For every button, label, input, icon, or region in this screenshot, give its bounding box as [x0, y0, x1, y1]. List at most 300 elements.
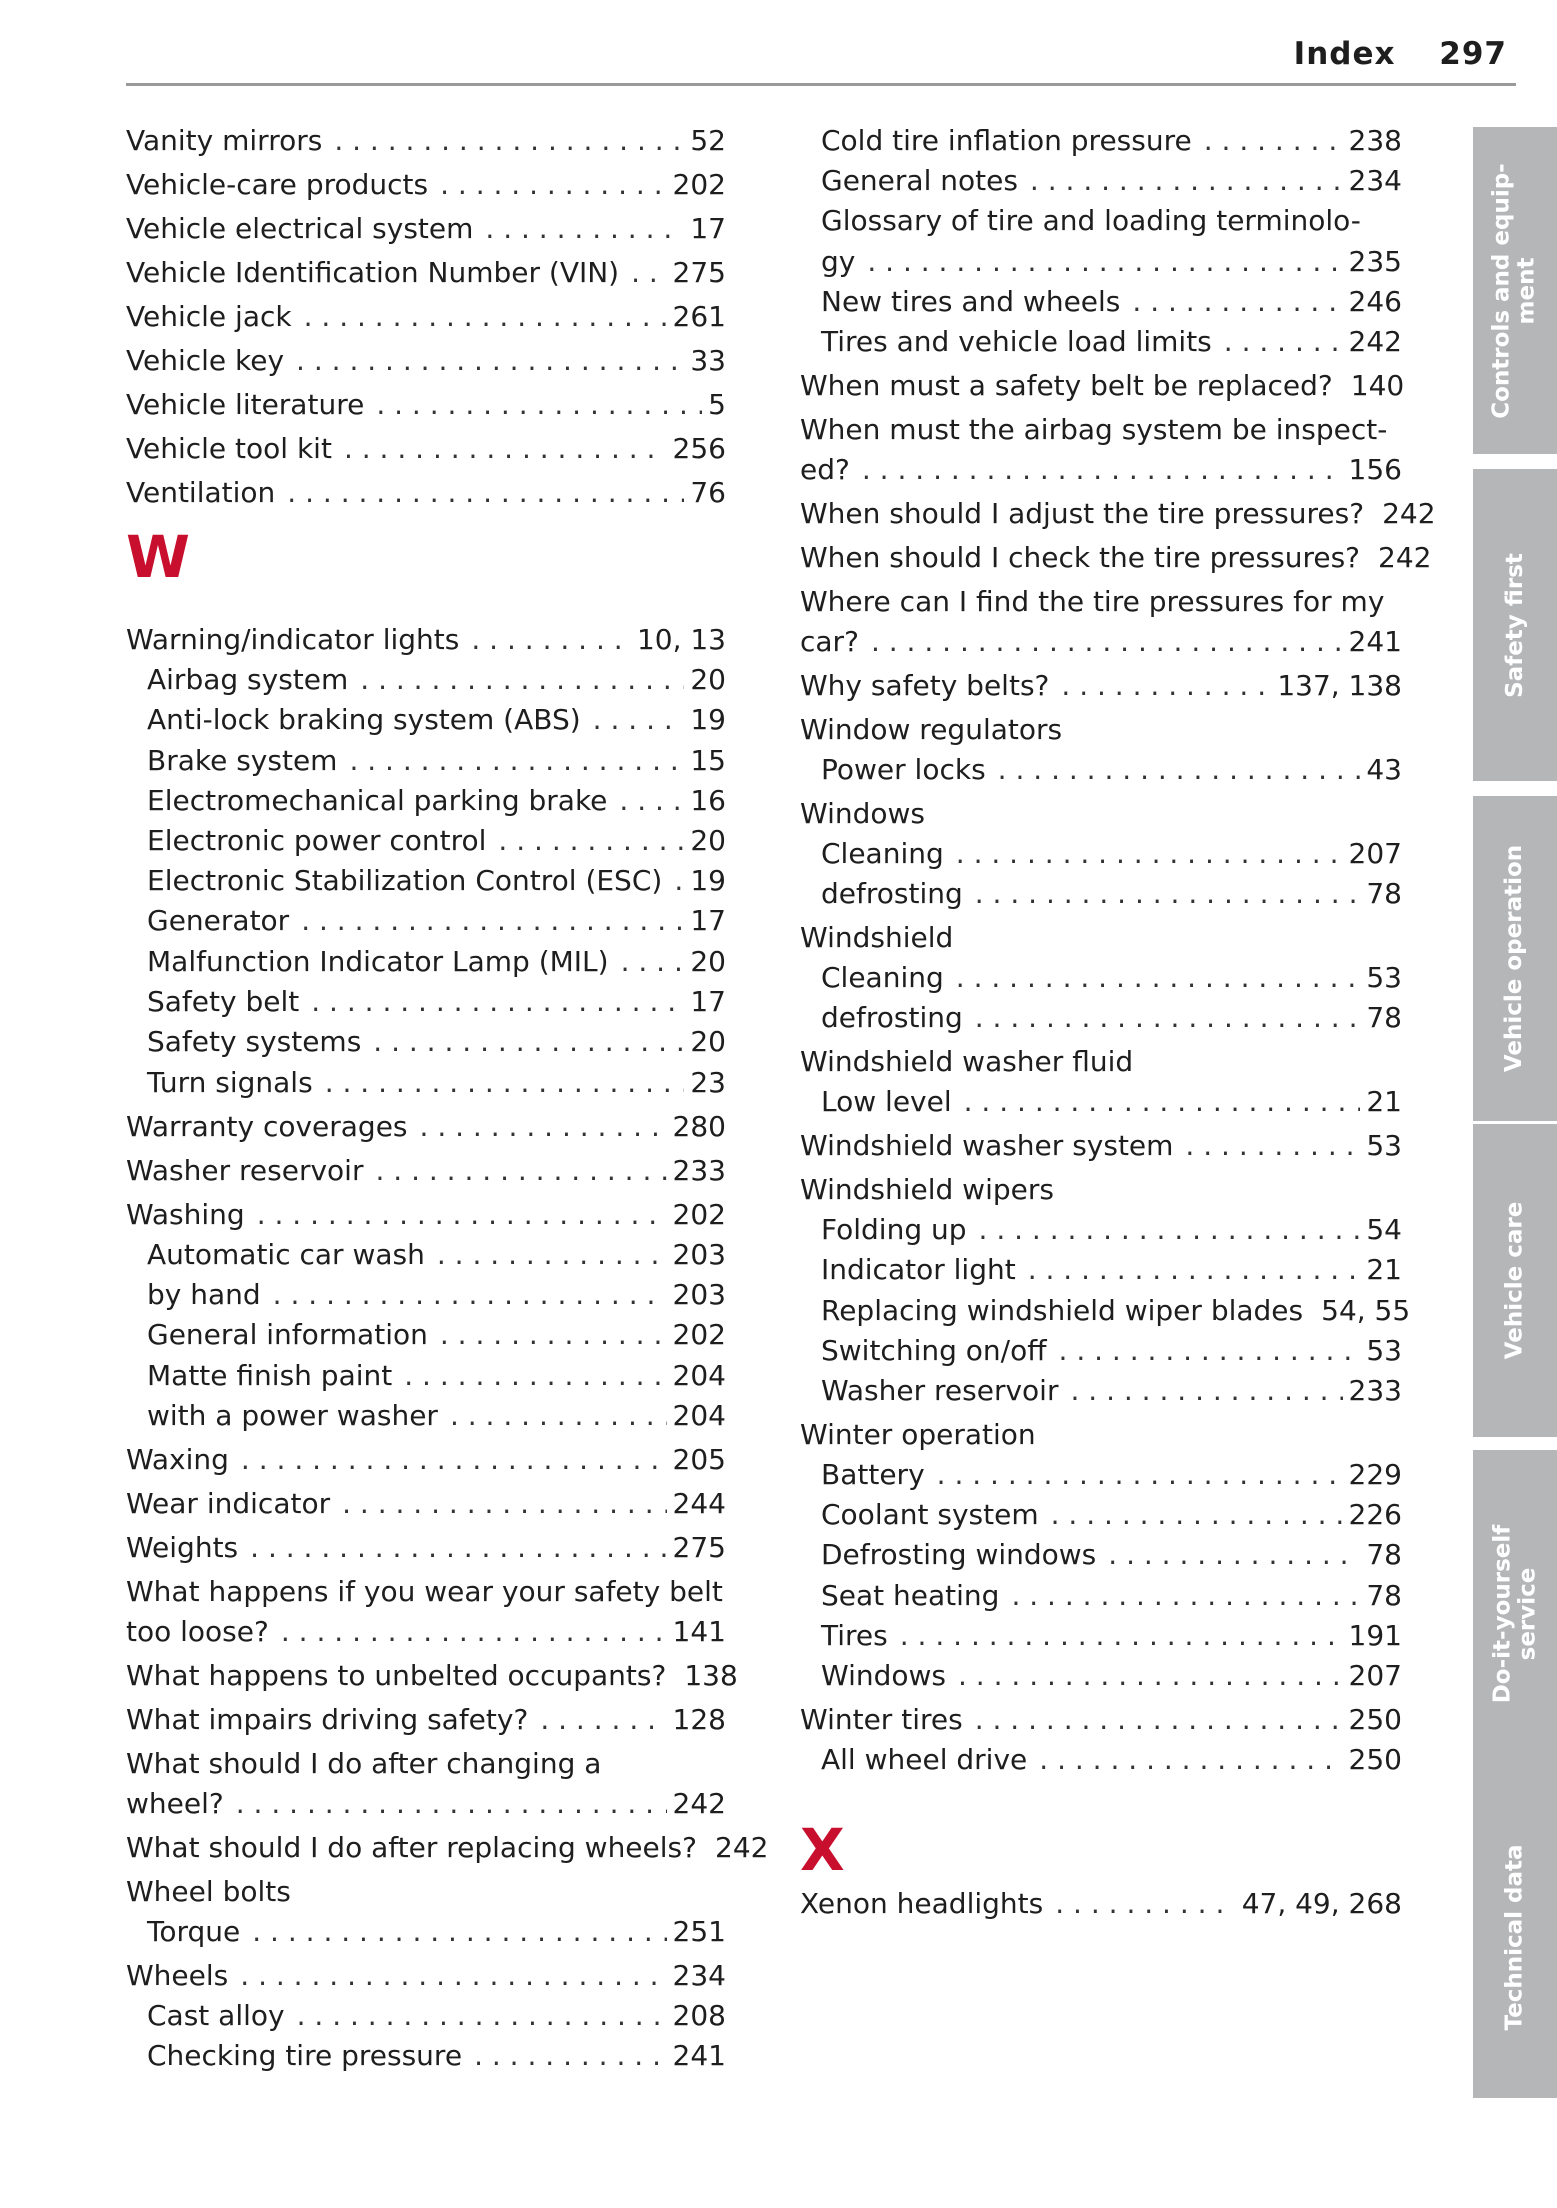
- index-entry: [126, 1107, 726, 1147]
- index-entry: [126, 1744, 726, 1784]
- dot-leader: [287, 473, 684, 513]
- page-reference[interactable]: 17: [690, 985, 726, 1018]
- index-subentry: [821, 1082, 1402, 1122]
- index-term: Airbag system: [147, 663, 349, 696]
- index-term: Vehicle Identification Number (VIN): [126, 256, 620, 289]
- index-subentry: [147, 2036, 726, 2076]
- index-subentry: [821, 1210, 1402, 1250]
- index-entry: [800, 410, 1402, 450]
- index-subentry: [147, 1912, 726, 1952]
- dot-leader: [958, 1656, 1343, 1696]
- dot-leader: [862, 450, 1343, 490]
- index-subentry: [147, 1996, 726, 2036]
- index-subentry: [821, 834, 1402, 874]
- chapter-tab[interactable]: [1473, 1777, 1557, 2098]
- index-entry: [126, 473, 726, 513]
- page-reference[interactable]: 234: [1348, 164, 1402, 197]
- dot-leader: [440, 165, 666, 205]
- index-term: Wheel bolts: [126, 1875, 291, 1908]
- section-letter-x: X: [800, 1816, 845, 1884]
- chapter-tab-label: Vehicle operation: [1501, 844, 1528, 1073]
- page-reference[interactable]: 78: [1366, 1001, 1402, 1034]
- index-subentry: [821, 998, 1402, 1038]
- index-term: Vehicle jack: [126, 300, 292, 333]
- index-subentry: [147, 1396, 726, 1436]
- index-entry: [126, 620, 726, 660]
- page-reference[interactable]: 141: [672, 1615, 726, 1648]
- index-term: Cold tire inflation pressure: [821, 124, 1192, 157]
- page-reference[interactable]: 250: [1348, 1743, 1402, 1776]
- index-entry: [800, 666, 1402, 706]
- page-reference[interactable]: 204: [672, 1399, 726, 1432]
- page-reference[interactable]: 20: [690, 663, 726, 696]
- dot-leader: [975, 874, 1361, 914]
- index-entry: [126, 297, 726, 337]
- index-entry: [126, 121, 726, 161]
- dot-leader: [1051, 1495, 1343, 1535]
- index-term: Safety systems: [147, 1025, 362, 1058]
- index-entry: [800, 710, 1402, 750]
- page-reference[interactable]: 53: [1366, 1334, 1402, 1367]
- index-term: Washer reservoir: [821, 1374, 1059, 1407]
- page-reference[interactable]: 191: [1348, 1619, 1402, 1652]
- index-entry: [126, 1828, 769, 1868]
- index-term: too loose?: [126, 1615, 269, 1648]
- dot-leader: [1028, 1250, 1361, 1290]
- dot-leader: [404, 1356, 666, 1396]
- dot-leader: [937, 1455, 1343, 1495]
- page-reference[interactable]: 207: [1348, 1659, 1402, 1692]
- index-term: Cast alloy: [147, 1999, 285, 2032]
- page-reference[interactable]: 235: [1348, 245, 1402, 278]
- index-entry: [126, 341, 726, 381]
- page-reference[interactable]: 234: [672, 1959, 726, 1992]
- index-term: Windshield: [800, 921, 954, 954]
- index-term: Coolant system: [821, 1498, 1039, 1531]
- dot-leader: [440, 1315, 667, 1355]
- index-entry: [800, 1042, 1402, 1082]
- dot-leader: [1108, 1535, 1360, 1575]
- dot-leader: [674, 861, 684, 901]
- page-reference[interactable]: 16: [690, 784, 726, 817]
- dot-leader: [1185, 1126, 1360, 1166]
- index-entry: [800, 1700, 1402, 1740]
- page-reference[interactable]: 202: [672, 1198, 726, 1231]
- dot-leader: [334, 121, 684, 161]
- dot-leader: [236, 1784, 667, 1824]
- dot-leader: [296, 341, 684, 381]
- index-term: Wear indicator: [126, 1487, 331, 1520]
- page-reference[interactable]: 19: [690, 703, 726, 736]
- chapter-tab[interactable]: [1473, 796, 1557, 1121]
- dot-leader: [474, 2036, 666, 2076]
- index-term: gy: [821, 245, 856, 278]
- index-subentry: [821, 1250, 1402, 1290]
- index-term: Cleaning: [821, 961, 944, 994]
- page-reference[interactable]: 33: [690, 344, 726, 377]
- page-reference[interactable]: 246: [1348, 285, 1402, 318]
- page-reference[interactable]: 128: [672, 1703, 726, 1736]
- page-reference[interactable]: 78: [1366, 1579, 1402, 1612]
- index-subentry: [821, 958, 1402, 998]
- index-term: Windshield wipers: [800, 1173, 1054, 1206]
- page-reference[interactable]: 156: [1348, 453, 1402, 486]
- index-subentry: [821, 1535, 1402, 1575]
- index-entry: [800, 494, 1436, 534]
- page-reference[interactable]: 43: [1366, 753, 1402, 786]
- index-term: Vehicle literature: [126, 388, 365, 421]
- index-subentry: [821, 1656, 1402, 1696]
- page-number: 297: [1439, 36, 1507, 72]
- index-subentry: [147, 1235, 726, 1275]
- page-reference[interactable]: 205: [672, 1443, 726, 1476]
- dot-leader: [871, 622, 1343, 662]
- index-term: Windshield washer system: [800, 1129, 1174, 1162]
- dot-leader: [250, 1528, 666, 1568]
- index-term: When should I adjust the tire pressures?: [800, 497, 1365, 530]
- dot-leader: [619, 781, 684, 821]
- index-entry: [800, 794, 1402, 834]
- index-term: What happens to unbelted occupants?: [126, 1659, 667, 1692]
- index-entry: [800, 450, 1402, 490]
- index-term: When must a safety belt be replaced?: [800, 369, 1333, 402]
- page-header: [1294, 36, 1507, 72]
- index-term: Windows: [800, 797, 925, 830]
- dot-leader: [325, 1063, 685, 1103]
- index-subentry: [147, 821, 726, 861]
- index-term: Automatic car wash: [147, 1238, 425, 1271]
- index-term: Vehicle-care products: [126, 168, 429, 201]
- index-subentry: [821, 282, 1402, 322]
- dot-leader: [1059, 1331, 1361, 1371]
- dot-leader: [437, 1235, 667, 1275]
- dot-leader: [373, 1022, 684, 1062]
- page-reference[interactable]: 54, 55: [1321, 1294, 1411, 1327]
- index-term: Replacing windshield wiper blades: [821, 1294, 1304, 1327]
- page-reference[interactable]: 17: [690, 212, 726, 245]
- index-entry: [126, 253, 726, 293]
- page-reference[interactable]: 244: [672, 1487, 726, 1520]
- page-reference[interactable]: 229: [1348, 1458, 1402, 1491]
- page-reference[interactable]: 10, 13: [636, 623, 726, 656]
- page-reference[interactable]: 76: [690, 476, 726, 509]
- index-subentry: [147, 741, 726, 781]
- index-term: Electromechanical parking brake: [147, 784, 608, 817]
- chapter-tab-label: Controls and equip- ment: [1489, 162, 1541, 419]
- dot-leader: [257, 1195, 667, 1235]
- page-reference[interactable]: 20: [690, 945, 726, 978]
- index-entry: [126, 1700, 726, 1740]
- index-term: Windshield washer fluid: [800, 1045, 1134, 1078]
- page-reference[interactable]: 233: [1348, 1374, 1402, 1407]
- index-entry: [800, 582, 1402, 622]
- chapter-tab-label: Safety first: [1501, 552, 1528, 698]
- index-term: Window regulators: [800, 713, 1063, 746]
- page-reference[interactable]: 5: [708, 388, 726, 421]
- index-term: What should I do after changing a: [126, 1747, 602, 1780]
- index-entry: [126, 429, 726, 469]
- index-subentry: [147, 1063, 726, 1103]
- page-reference[interactable]: 137, 138: [1277, 669, 1402, 702]
- page-reference[interactable]: 242: [1382, 497, 1436, 530]
- index-entry: [800, 1884, 1402, 1924]
- index-term: Switching on/off: [821, 1334, 1047, 1367]
- index-subentry: [147, 982, 726, 1022]
- index-term: Warning/indicator lights: [126, 623, 460, 656]
- page-reference[interactable]: 241: [1348, 625, 1402, 658]
- page-reference[interactable]: 21: [1366, 1085, 1402, 1118]
- index-subentry: [147, 781, 726, 821]
- dot-leader: [420, 1107, 667, 1147]
- index-entry: [800, 1126, 1402, 1166]
- dot-leader: [964, 1082, 1361, 1122]
- index-term: with a power washer: [147, 1399, 438, 1432]
- page-reference[interactable]: 47, 49, 268: [1241, 1887, 1402, 1920]
- page-reference[interactable]: 256: [672, 432, 726, 465]
- section-letter-w: W: [126, 523, 190, 591]
- index-term: Cleaning: [821, 837, 944, 870]
- dot-leader: [450, 1396, 667, 1436]
- dot-leader: [349, 741, 684, 781]
- dot-leader: [1011, 1576, 1360, 1616]
- index-term: When should I check the tire pressures?: [800, 541, 1361, 574]
- dot-leader: [975, 1700, 1343, 1740]
- index-term: Ventilation: [126, 476, 276, 509]
- page-reference[interactable]: 202: [672, 168, 726, 201]
- chapter-tab[interactable]: [1473, 127, 1557, 454]
- page-reference[interactable]: 17: [690, 904, 726, 937]
- index-subentry: [821, 121, 1402, 161]
- index-term: General notes: [821, 164, 1018, 197]
- index-subentry: [821, 1331, 1402, 1371]
- index-term: Vanity mirrors: [126, 124, 323, 157]
- index-subentry: [821, 874, 1402, 914]
- index-term: Low level: [821, 1085, 952, 1118]
- index-entry: [126, 1572, 726, 1612]
- page-reference[interactable]: 275: [672, 1531, 726, 1564]
- dot-leader: [344, 429, 667, 469]
- index-entry: [126, 385, 726, 425]
- index-term: Xenon headlights: [800, 1887, 1044, 1920]
- index-term: Brake system: [147, 744, 338, 777]
- index-term: Vehicle tool kit: [126, 432, 332, 465]
- dot-leader: [252, 1912, 666, 1952]
- dot-leader: [311, 982, 684, 1022]
- dot-leader: [593, 700, 685, 740]
- dot-leader: [956, 834, 1343, 874]
- index-term: Defrosting windows: [821, 1538, 1097, 1571]
- page-reference[interactable]: 208: [672, 1999, 726, 2032]
- dot-leader: [273, 1275, 667, 1315]
- chapter-tab[interactable]: [1473, 469, 1557, 781]
- dot-leader: [956, 958, 1361, 998]
- section-title: Index: [1293, 36, 1396, 72]
- page-reference[interactable]: 138: [684, 1659, 738, 1692]
- index-term: defrosting: [821, 877, 963, 910]
- index-entry: [126, 1784, 726, 1824]
- index-entry: [800, 1170, 1402, 1210]
- index-term: Seat heating: [821, 1579, 1000, 1612]
- dot-leader: [376, 385, 702, 425]
- index-term: Vehicle key: [126, 344, 285, 377]
- index-subentry: [147, 700, 726, 740]
- header-divider: [126, 83, 1516, 86]
- index-term: All wheel drive: [821, 1743, 1028, 1776]
- index-term: Winter tires: [800, 1703, 963, 1736]
- page-reference[interactable]: 203: [672, 1238, 726, 1271]
- page-reference[interactable]: 203: [672, 1278, 726, 1311]
- dot-leader: [498, 821, 684, 861]
- index-entry: [126, 1484, 726, 1524]
- dot-leader: [979, 1210, 1361, 1250]
- chapter-tab-label: Do-it-yourself service: [1489, 1524, 1540, 1703]
- index-subentry: [147, 1022, 726, 1062]
- dot-leader: [1055, 1884, 1235, 1924]
- dot-leader: [485, 209, 684, 249]
- index-term: Waxing: [126, 1443, 229, 1476]
- index-entry: [126, 1656, 738, 1696]
- index-term: Folding up: [821, 1213, 967, 1246]
- index-subentry: [147, 942, 726, 982]
- page-reference[interactable]: 78: [1366, 1538, 1402, 1571]
- page-reference[interactable]: 15: [690, 744, 726, 777]
- index-subentry: [821, 1455, 1402, 1495]
- page-reference[interactable]: 204: [672, 1359, 726, 1392]
- dot-leader: [1224, 322, 1343, 362]
- page-reference[interactable]: 242: [715, 1831, 769, 1864]
- page-reference[interactable]: 242: [1348, 325, 1402, 358]
- index-term: Anti-lock braking system (ABS): [147, 703, 581, 736]
- index-term: Glossary of tire and loading terminolo-: [821, 204, 1361, 237]
- index-entry: [126, 1612, 726, 1652]
- index-term: What impairs driving safety?: [126, 1703, 529, 1736]
- index-term: Electronic power control: [147, 824, 487, 857]
- page-reference[interactable]: 202: [672, 1318, 726, 1351]
- index-term: Where can I find the tire pressures for my: [800, 585, 1385, 618]
- page-reference[interactable]: 20: [690, 1025, 726, 1058]
- page-reference[interactable]: 238: [1348, 124, 1402, 157]
- index-entry: [126, 209, 726, 249]
- dot-leader: [631, 253, 666, 293]
- index-term: ed?: [800, 453, 850, 486]
- dot-leader: [540, 1700, 666, 1740]
- index-subentry: [821, 1291, 1411, 1331]
- dot-leader: [1030, 161, 1343, 201]
- index-term: Malfunction Indicator Lamp (MIL): [147, 945, 609, 978]
- index-term: Vehicle electrical system: [126, 212, 474, 245]
- index-term: Power locks: [821, 753, 986, 786]
- index-subentry: [821, 161, 1402, 201]
- dot-leader: [471, 620, 631, 660]
- page-reference[interactable]: 241: [672, 2039, 726, 2072]
- index-subentry: [147, 901, 726, 941]
- dot-leader: [998, 750, 1361, 790]
- page-reference[interactable]: 233: [672, 1154, 726, 1187]
- dot-leader: [241, 1440, 667, 1480]
- page-reference[interactable]: 78: [1366, 877, 1402, 910]
- page-reference[interactable]: 52: [690, 124, 726, 157]
- index-subentry: [821, 1616, 1402, 1656]
- dot-leader: [304, 297, 667, 337]
- page-reference[interactable]: 21: [1366, 1253, 1402, 1286]
- dot-leader: [975, 998, 1361, 1038]
- chapter-tab-label: Technical data: [1501, 1844, 1528, 2031]
- chapter-tab[interactable]: [1473, 1124, 1557, 1437]
- page-reference[interactable]: 20: [690, 824, 726, 857]
- page-reference[interactable]: 53: [1366, 961, 1402, 994]
- index-subentry: [821, 1576, 1402, 1616]
- page-reference[interactable]: 23: [690, 1066, 726, 1099]
- page-reference[interactable]: 275: [672, 256, 726, 289]
- page-reference[interactable]: 53: [1366, 1129, 1402, 1162]
- index-entry: [126, 1528, 726, 1568]
- index-term: Windows: [821, 1659, 946, 1692]
- index-term: When must the airbag system be inspect-: [800, 413, 1388, 446]
- index-term: Torque: [147, 1915, 241, 1948]
- page-reference[interactable]: 261: [672, 300, 726, 333]
- index-term: Washing: [126, 1198, 245, 1231]
- dot-leader: [375, 1151, 666, 1191]
- index-term: by hand: [147, 1278, 261, 1311]
- dot-leader: [301, 901, 684, 941]
- page-reference[interactable]: 207: [1348, 837, 1402, 870]
- page-reference[interactable]: 242: [672, 1787, 726, 1820]
- page-reference[interactable]: 54: [1366, 1213, 1402, 1246]
- index-term: Winter operation: [800, 1418, 1036, 1451]
- index-subentry: [147, 861, 726, 901]
- index-term: Generator: [147, 904, 290, 937]
- index-subentry: [821, 242, 1402, 282]
- index-subentry: [147, 1275, 726, 1315]
- dot-leader: [1070, 1371, 1342, 1411]
- page-reference[interactable]: 251: [672, 1915, 726, 1948]
- index-entry: [126, 165, 726, 205]
- page-reference[interactable]: 250: [1348, 1703, 1402, 1736]
- index-term: Safety belt: [147, 985, 300, 1018]
- index-subentry: [147, 660, 726, 700]
- page-reference[interactable]: 140: [1350, 369, 1405, 402]
- dot-leader: [867, 242, 1342, 282]
- index-subentry: [821, 1740, 1402, 1780]
- index-term: New tires and wheels: [821, 285, 1121, 318]
- dot-leader: [1061, 666, 1271, 706]
- index-entry: [126, 1440, 726, 1480]
- index-term: car?: [800, 625, 859, 658]
- index-term: Electronic Stabilization Control (ESC): [147, 864, 663, 897]
- page-reference[interactable]: 226: [1348, 1498, 1402, 1531]
- dot-leader: [1204, 121, 1343, 161]
- index-entry: [126, 1956, 726, 1996]
- dot-leader: [281, 1612, 667, 1652]
- index-term: defrosting: [821, 1001, 963, 1034]
- index-term: General information: [147, 1318, 428, 1351]
- index-term: Checking tire pressure: [147, 2039, 463, 2072]
- index-term: Tires and vehicle load limits: [821, 325, 1212, 358]
- dot-leader: [342, 1484, 666, 1524]
- page-reference[interactable]: 280: [672, 1110, 726, 1143]
- index-subentry: [821, 322, 1402, 362]
- index-subentry: [821, 750, 1402, 790]
- dot-leader: [360, 660, 684, 700]
- index-term: Turn signals: [147, 1066, 313, 1099]
- dot-leader: [621, 942, 685, 982]
- chapter-tab[interactable]: [1473, 1450, 1557, 1777]
- index-entry: [126, 1872, 726, 1912]
- page-reference[interactable]: 242: [1378, 541, 1432, 574]
- index-subentry: [821, 1495, 1402, 1535]
- page-reference[interactable]: 19: [690, 864, 726, 897]
- index-term: What should I do after replacing wheels?: [126, 1831, 697, 1864]
